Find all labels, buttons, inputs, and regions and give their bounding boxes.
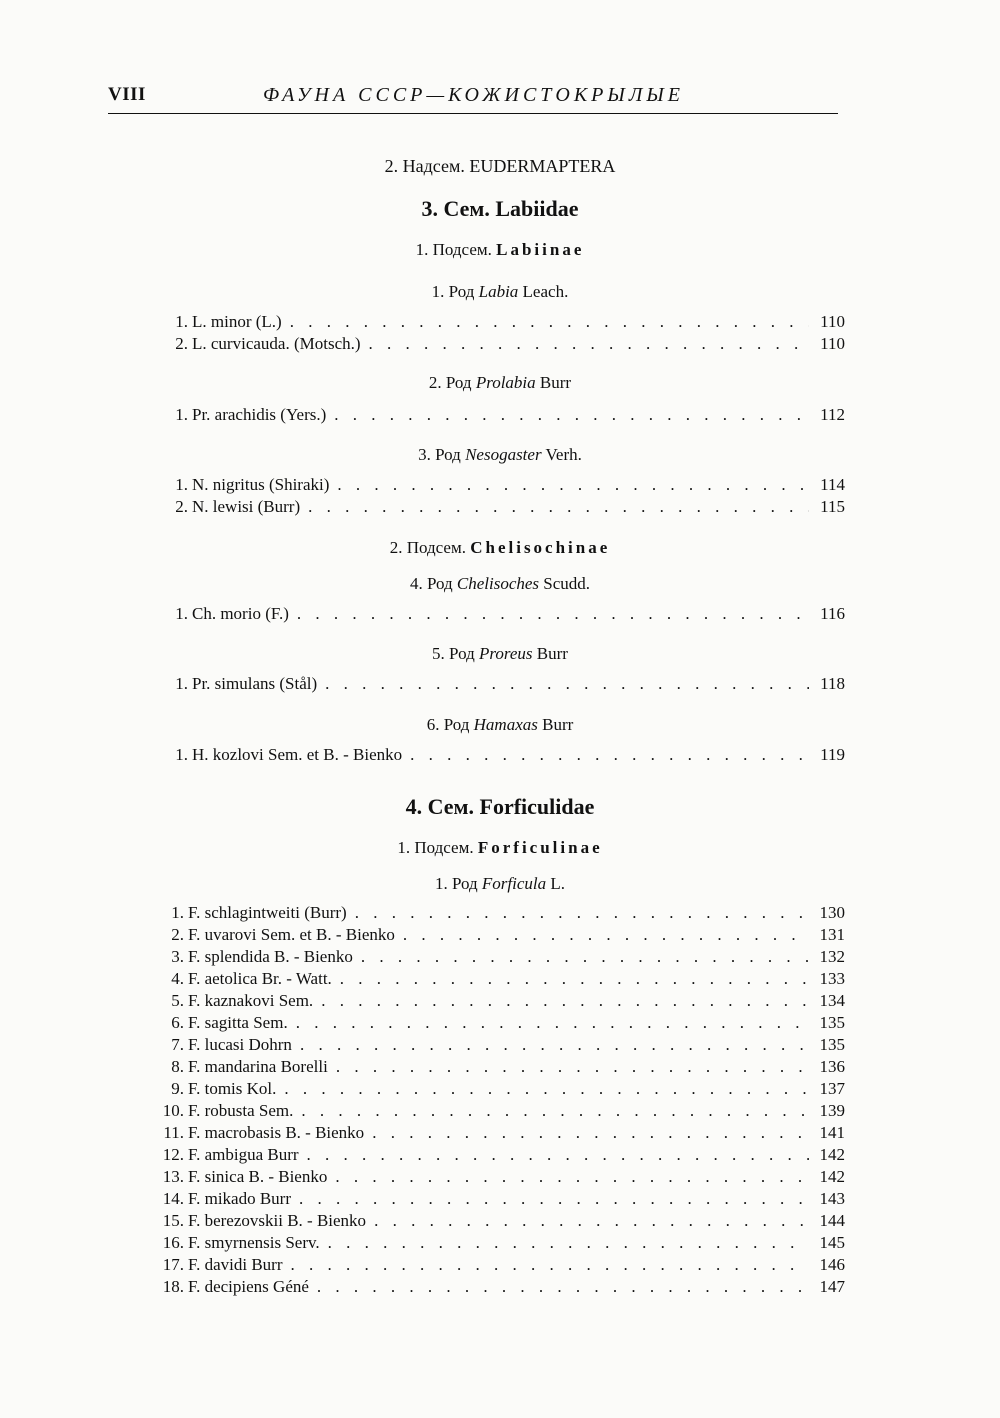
page-number: 143 xyxy=(819,1189,845,1208)
entry-number: 1. xyxy=(175,312,188,331)
genus-name: Prolabia xyxy=(475,373,536,392)
subfamily-name: Labiinae xyxy=(496,240,585,259)
page-number: 133 xyxy=(819,969,845,988)
dot-leader xyxy=(321,991,809,1011)
dot-leader xyxy=(300,1035,809,1055)
genus-name: Forficula xyxy=(481,874,547,893)
family-heading-forficulidae: 4. Сем. Forficulidae xyxy=(405,794,595,819)
index-entry xyxy=(160,1057,845,1079)
genus-author: Burr xyxy=(542,715,574,734)
page-number: 141 xyxy=(819,1123,845,1142)
entry-number: 5. xyxy=(171,991,184,1010)
dot-leader xyxy=(403,925,809,945)
dot-leader xyxy=(340,969,809,989)
entry-number: 1. xyxy=(175,674,188,693)
page-number: 139 xyxy=(819,1101,845,1120)
page-number: 147 xyxy=(819,1277,845,1296)
species-name: F. aetolica Br. - Watt. xyxy=(188,969,332,988)
species-name: F. macrobasis B. - Bienko xyxy=(188,1123,365,1142)
species-name: Pr. simulans (Stål) xyxy=(192,674,318,693)
entry-number: 6. xyxy=(171,1013,184,1032)
genus-prefix: 1. Род xyxy=(431,282,475,301)
subfamily-name: Chelisochinae xyxy=(470,538,611,557)
subfamily-name: Forficulinae xyxy=(477,838,603,857)
species-name: H. kozlovi Sem. et B. - Bienko xyxy=(192,745,403,764)
page-number: 142 xyxy=(819,1167,845,1186)
page-number: 118 xyxy=(820,674,845,693)
page-number: 110 xyxy=(820,312,845,331)
page-number: 142 xyxy=(819,1145,845,1164)
index-entry xyxy=(160,1013,845,1035)
entry-number: 17. xyxy=(162,1255,184,1274)
page-number: 135 xyxy=(819,1035,845,1054)
species-name: F. tomis Kol. xyxy=(188,1079,277,1098)
species-name: F. sagitta Sem. xyxy=(188,1013,288,1032)
dot-leader xyxy=(361,947,809,967)
species-name: N. lewisi (Burr) xyxy=(192,497,301,516)
page-number: 132 xyxy=(819,947,845,966)
species-name: F. smyrnensis Serv. xyxy=(188,1233,320,1252)
genus-heading-proreus xyxy=(0,644,1000,664)
page-number: 115 xyxy=(820,497,845,516)
page-number: 146 xyxy=(819,1255,845,1274)
entry-number: 7. xyxy=(171,1035,184,1054)
dot-leader xyxy=(297,604,809,624)
dot-leader xyxy=(334,405,809,425)
genus-name: Hamaxas xyxy=(473,715,538,734)
index-entry xyxy=(170,745,845,767)
entry-number: 8. xyxy=(171,1057,184,1076)
page-number: 116 xyxy=(820,604,845,623)
entry-number: 9. xyxy=(171,1079,184,1098)
page-number: 112 xyxy=(820,405,845,424)
page-folio: VIII xyxy=(108,84,146,105)
species-name: F. mikado Burr xyxy=(188,1189,291,1208)
page-number: 134 xyxy=(819,991,845,1010)
subfamily-prefix: 2. Подсем. xyxy=(389,538,466,557)
species-name: F. lucasi Dohrn xyxy=(188,1035,292,1054)
species-name: L. curvicauda. (Motsch.) xyxy=(192,334,361,353)
index-entry xyxy=(160,903,845,925)
entry-number: 2. xyxy=(175,497,188,516)
species-name: F. mandarina Borelli xyxy=(188,1057,328,1076)
entry-number: 2. xyxy=(171,925,184,944)
entry-number: 3. xyxy=(171,947,184,966)
entry-number: 12. xyxy=(162,1145,184,1164)
page-number: 135 xyxy=(819,1013,845,1032)
entry-number: 4. xyxy=(171,969,184,988)
genus-heading-hamaxas xyxy=(0,715,1000,735)
page-number: 136 xyxy=(819,1057,845,1076)
entry-number: 1. xyxy=(171,903,184,922)
species-name: Ch. morio (F.) xyxy=(192,604,289,623)
entry-number: 13. xyxy=(162,1167,184,1186)
species-name: F. berezovskii B. - Bienko xyxy=(188,1211,367,1230)
entry-number: 2. xyxy=(175,334,188,353)
dot-leader xyxy=(328,1233,809,1253)
entry-number: 14. xyxy=(162,1189,184,1208)
species-name: F. kaznakovi Sem. xyxy=(188,991,314,1010)
genus-name: Chelisoches xyxy=(456,574,540,593)
entry-number: 1. xyxy=(175,475,188,494)
dot-leader xyxy=(410,745,809,765)
dot-leader xyxy=(284,1079,809,1099)
species-name: N. nigritus (Shiraki) xyxy=(192,475,330,494)
subfamily-prefix: 1. Подсем. xyxy=(397,838,474,857)
entry-number: 11. xyxy=(163,1123,184,1142)
index-entry xyxy=(160,925,845,947)
species-name: F. ambigua Burr xyxy=(188,1145,299,1164)
genus-heading-chelisoches xyxy=(0,574,1000,594)
species-name: L. minor (L.) xyxy=(192,312,282,331)
index-entry xyxy=(160,1233,845,1255)
dot-leader xyxy=(372,1123,809,1143)
index-entry xyxy=(160,1145,845,1167)
species-name: F. davidi Burr xyxy=(188,1255,283,1274)
dot-leader xyxy=(336,1057,809,1077)
genus-author: Burr xyxy=(539,373,572,392)
species-name: F. splendida B. - Bienko xyxy=(188,947,353,966)
index-entry xyxy=(170,312,845,334)
page-number: 131 xyxy=(819,925,845,944)
index-entry xyxy=(160,991,845,1013)
dot-leader xyxy=(335,1167,809,1187)
dot-leader xyxy=(325,674,809,694)
dot-leader xyxy=(307,1145,809,1165)
dot-leader xyxy=(369,334,809,354)
index-entry xyxy=(160,1123,845,1145)
page-number: 144 xyxy=(819,1211,845,1230)
index-entry xyxy=(160,969,845,991)
subfamily-heading-forficulinae xyxy=(0,838,1000,858)
subfamily-heading-labiinae xyxy=(0,240,1000,260)
genus-prefix: 6. Род xyxy=(426,715,470,734)
dot-leader xyxy=(299,1189,809,1209)
index-entry xyxy=(170,674,845,696)
index-entry xyxy=(160,1101,845,1123)
genus-prefix: 1. Род xyxy=(434,874,478,893)
entry-number: 10. xyxy=(162,1101,184,1120)
dot-leader xyxy=(296,1013,809,1033)
page-number: 110 xyxy=(820,334,845,353)
dot-leader xyxy=(337,475,809,495)
genus-author: L. xyxy=(550,874,566,893)
species-name: F. decipiens Géné xyxy=(188,1277,309,1296)
page-number: 137 xyxy=(819,1079,845,1098)
entry-number: 1. xyxy=(175,604,188,623)
index-entry xyxy=(160,1035,845,1057)
index-entry xyxy=(160,1079,845,1101)
genus-prefix: 4. Род xyxy=(409,574,453,593)
index-entry xyxy=(160,1211,845,1233)
species-name: F. schlagintweiti (Burr) xyxy=(188,903,347,922)
index-entry xyxy=(160,1277,845,1299)
dot-leader xyxy=(301,1101,809,1121)
index-entry xyxy=(160,1167,845,1189)
dot-leader xyxy=(355,903,809,923)
genus-heading-prolabia xyxy=(0,373,1000,393)
index-entry xyxy=(160,1189,845,1211)
index-entry xyxy=(160,1255,845,1277)
index-entry xyxy=(170,475,845,497)
dot-leader xyxy=(291,1255,810,1275)
family-heading-labiidae: 3. Сем. Labiidae xyxy=(421,196,579,221)
page-number: 145 xyxy=(819,1233,845,1252)
species-name: Pr. arachidis (Yers.) xyxy=(192,405,327,424)
entry-number: 16. xyxy=(162,1233,184,1252)
dot-leader xyxy=(308,497,809,517)
genus-heading-labia xyxy=(0,282,1000,302)
superfamily-heading: 2. Надсем. EUDERMAPTERA xyxy=(384,156,616,176)
genus-heading-nesogaster xyxy=(0,445,1000,465)
header-rule xyxy=(108,113,838,114)
entry-number: 18. xyxy=(162,1277,184,1296)
species-name: F. sinica B. - Bienko xyxy=(188,1167,328,1186)
species-name: F. uvarovi Sem. et B. - Bienko xyxy=(188,925,395,944)
index-entry xyxy=(170,334,845,356)
entry-number: 1. xyxy=(175,405,188,424)
index-entry xyxy=(170,405,845,427)
dot-leader xyxy=(317,1277,809,1297)
genus-author: Burr xyxy=(536,644,568,663)
genus-name: Proreus xyxy=(479,644,533,663)
species-name: F. robusta Sem. xyxy=(188,1101,294,1120)
page-number: 119 xyxy=(820,745,845,764)
dot-leader xyxy=(374,1211,809,1231)
subfamily-heading-chelisochinae xyxy=(0,538,1000,558)
entry-number: 15. xyxy=(162,1211,184,1230)
index-entry xyxy=(160,947,845,969)
genus-name: Labia xyxy=(478,282,519,301)
entry-number: 1. xyxy=(175,745,188,764)
genus-prefix: 5. Род xyxy=(432,644,475,663)
genus-prefix: 2. Род xyxy=(428,373,472,392)
genus-name: Nesogaster xyxy=(465,445,542,464)
dot-leader xyxy=(290,312,809,332)
running-head xyxy=(108,84,838,112)
running-title: ФАУНА СССР—КОЖИСТОКРЫЛЫЕ xyxy=(263,84,685,106)
page-number: 130 xyxy=(819,903,845,922)
page-number: 114 xyxy=(820,475,845,494)
genus-prefix: 3. Род xyxy=(418,445,461,464)
index-entry xyxy=(170,497,845,519)
genus-heading-forficula xyxy=(0,874,1000,894)
index-entry xyxy=(170,604,845,626)
genus-author: Scudd. xyxy=(543,574,591,593)
subfamily-prefix: 1. Подсем. xyxy=(415,240,492,259)
genus-author: Verh. xyxy=(545,445,582,464)
genus-author: Leach. xyxy=(522,282,569,301)
